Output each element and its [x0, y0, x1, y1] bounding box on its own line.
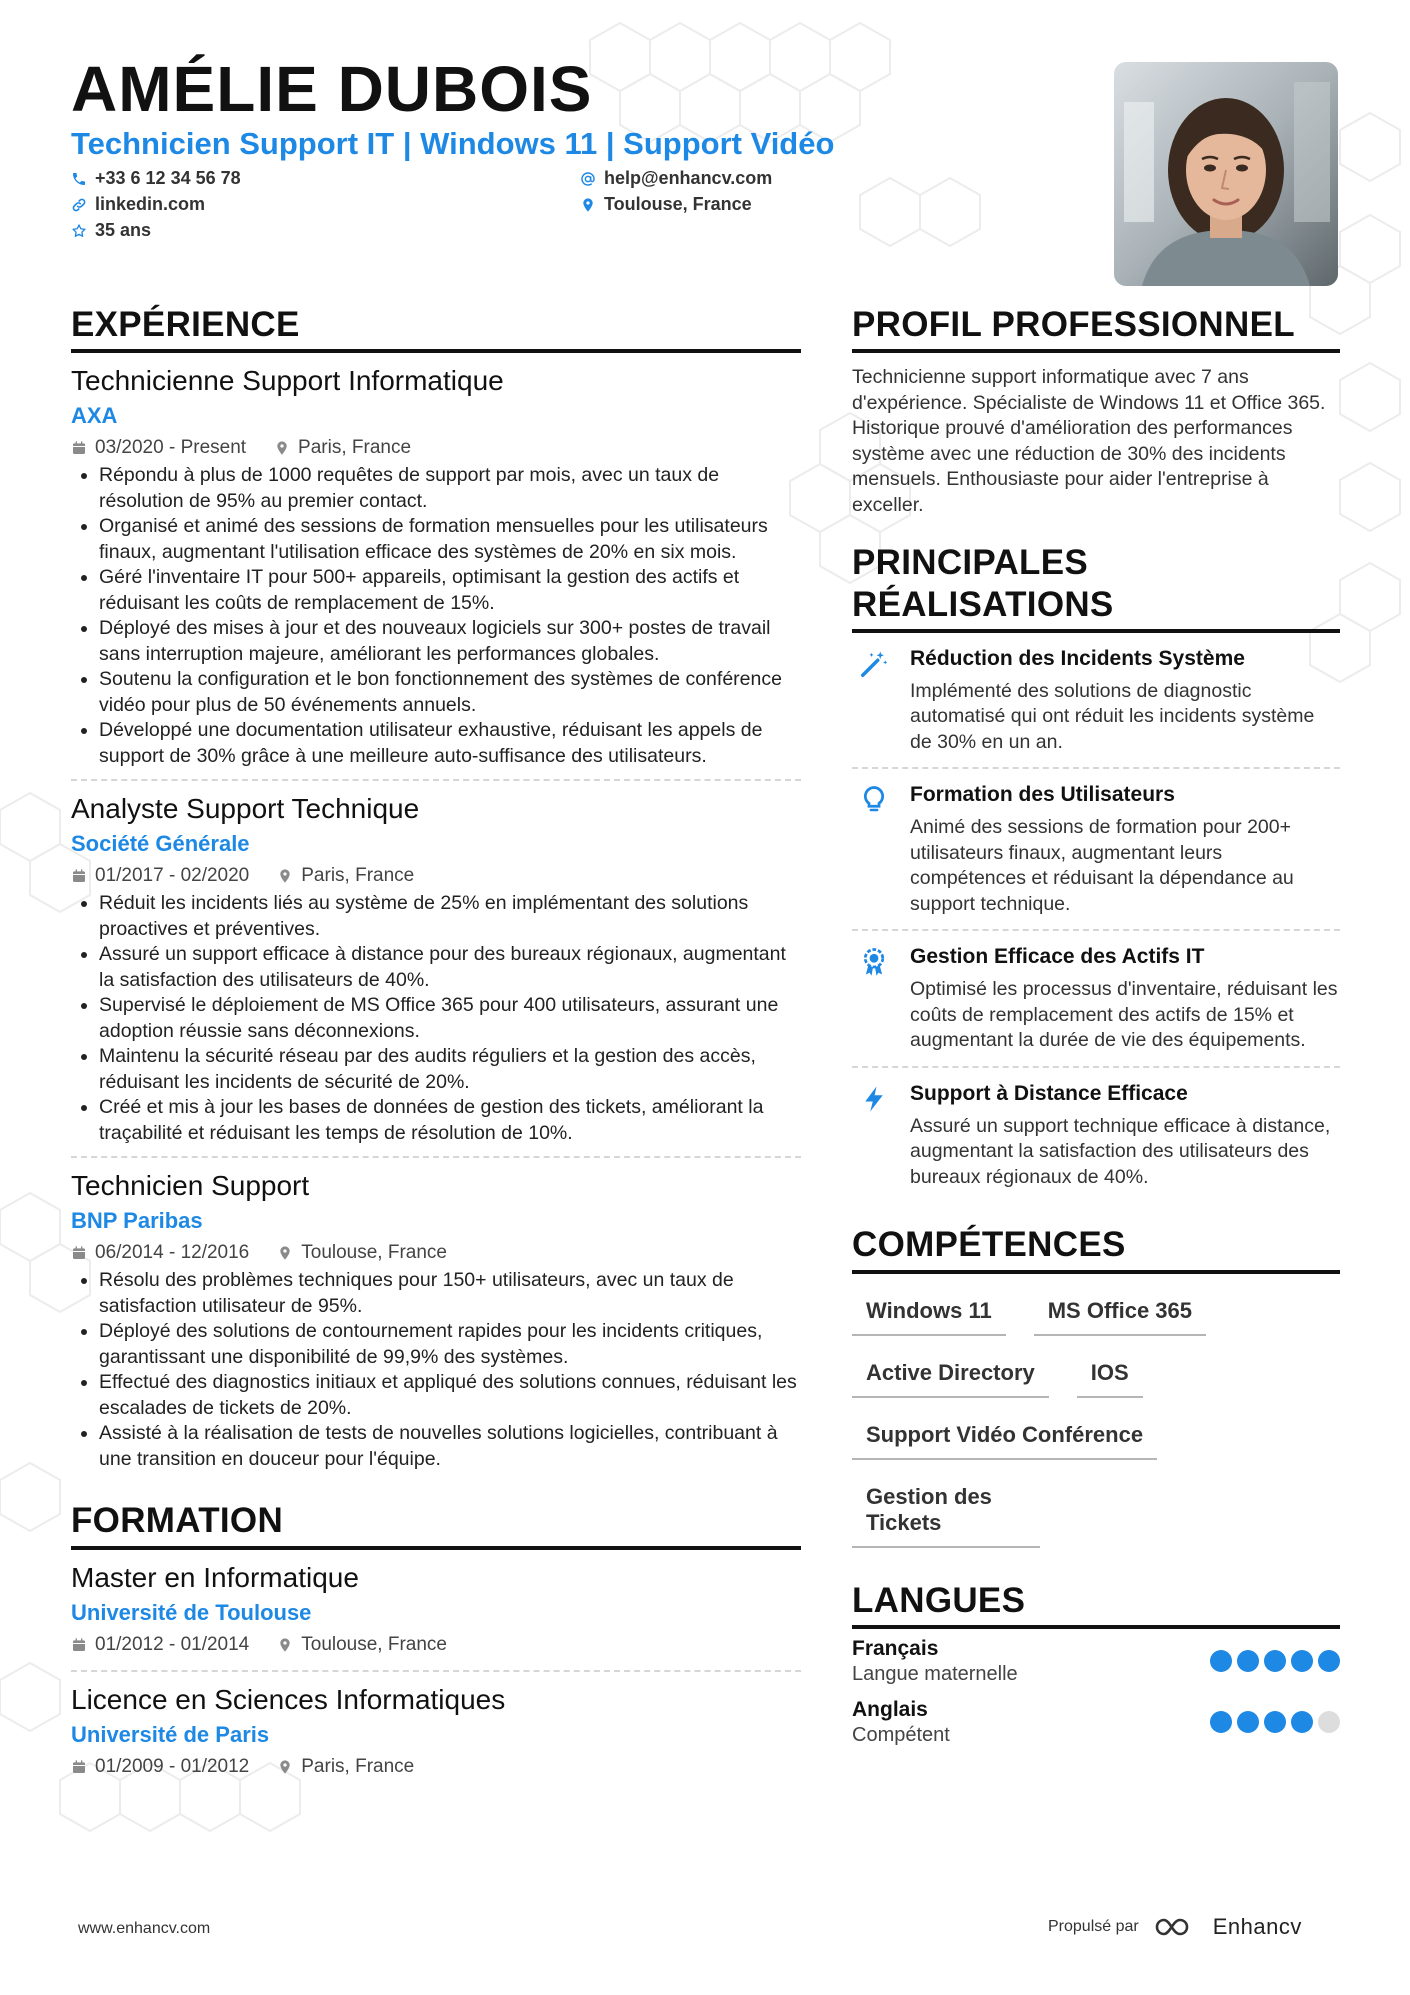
candidate-name: AMÉLIE DUBOIS [71, 53, 593, 125]
rating-dot-empty [1318, 1711, 1340, 1733]
experience-entry [71, 353, 801, 781]
bullet-item: • Assisté à la réalisation de tests de nouvelles solutions logicielles, contribuant à une transition en douceur pour l'équipe. [99, 1421, 801, 1472]
bullet-item: • Développé une documentation utilisateur exhaustive, réduisant les appels de support de 30% grâce à une meilleure auto-suffisance des utilisateurs. [99, 718, 801, 769]
location-pin-icon [580, 197, 596, 213]
bullet-item: • Effectué des diagnostics initiaux et appliqué des solutions connues, réduisant les escalades de tickets de 20%. [99, 1370, 801, 1421]
skill-tag: Support Vidéo Conférence [852, 1408, 1157, 1460]
skill-tag: IOS [1077, 1346, 1143, 1398]
lightbulb-icon [859, 785, 889, 815]
bullet-item: • Supervisé le déploiement de MS Office 365 pour 400 utilisateurs, assurant une adoption réussie sans déconnexions. [99, 993, 801, 1044]
rating-dot-filled [1210, 1711, 1232, 1733]
experience-entry [71, 781, 801, 1158]
rating-dot-filled [1237, 1711, 1259, 1733]
bullet-item: • Assuré un support efficace à distance pour des bureaux régionaux, augmentant la satisfaction des utilisateurs de 40%. [99, 942, 801, 993]
at-icon [580, 171, 596, 187]
achievement-item [852, 931, 1340, 1068]
achievement-item [852, 1068, 1340, 1203]
magic-wand-icon [859, 649, 889, 679]
job-meta [71, 437, 801, 459]
job-bullets [71, 891, 801, 1146]
job-bullets [71, 1268, 801, 1472]
rating-dot-filled [1318, 1650, 1340, 1672]
powered-by-text: Propulsé par [1048, 1918, 1139, 1935]
star-icon [71, 223, 87, 239]
left-column [71, 304, 801, 1792]
education-dates: 01/2009 - 01/2012 [95, 1755, 250, 1777]
bullet-item: • Géré l'inventaire IT pour 500+ appareils, optimisant la gestion des actifs et réduisant les coûts de remplacement de 15%. [99, 565, 801, 616]
contact-linkedin[interactable] [71, 194, 205, 215]
linkedin-text: linkedin.com [95, 194, 206, 214]
contact-location [580, 194, 752, 215]
language-row [852, 1690, 1340, 1751]
degree-title: Master en Informatique [71, 1561, 359, 1593]
education-location: Paris, France [301, 1755, 415, 1777]
enhancv-logo-icon [1153, 1915, 1199, 1939]
company-name[interactable]: BNP Paribas [71, 1208, 203, 1234]
footer-branding [1048, 1914, 1302, 1940]
skill-tag: Active Directory [852, 1346, 1049, 1398]
link-icon [71, 197, 87, 213]
bullet-item: • Déployé des solutions de contournement rapides pour les incidents critiques, garantissant une disponibilité de 99,9% des systèmes. [99, 1319, 801, 1370]
rating-dot-filled [1291, 1711, 1313, 1733]
job-meta [71, 1242, 801, 1264]
achievement-title: Réduction des Incidents Système [910, 646, 1245, 670]
education-heading: FORMATION [71, 1500, 801, 1549]
school-name[interactable]: Université de Toulouse [71, 1599, 312, 1625]
job-title: Technicien Support [71, 1170, 310, 1202]
bullet-item: • Déployé des mises à jour et des nouveaux logiciels sur 300+ postes de travail sans interruption majeure, améliorant les performances globales. [99, 616, 801, 667]
skill-tag: Windows 11 [852, 1284, 1006, 1336]
right-column [852, 304, 1340, 1751]
job-location: Paris, France [298, 437, 412, 459]
company-name[interactable]: AXA [71, 403, 118, 429]
calendar-icon [71, 1637, 87, 1653]
email-text: help@enhancv.com [604, 168, 773, 188]
education-entry [71, 1550, 801, 1672]
calendar-icon [71, 1245, 87, 1261]
job-title: Technicienne Support Informatique [71, 365, 504, 397]
job-bullets [71, 463, 801, 769]
achievement-title: Formation des Utilisateurs [910, 783, 1175, 807]
language-rating [1210, 1650, 1340, 1672]
lightning-icon [859, 1084, 889, 1114]
bullet-item: • Répondu à plus de 1000 requêtes de support par mois, avec un taux de résolution de 95% au premier contact. [99, 463, 801, 514]
education-meta [71, 1756, 801, 1778]
calendar-icon [71, 868, 87, 884]
achievement-item [852, 769, 1340, 931]
language-name: Anglais [852, 1697, 928, 1721]
job-location: Toulouse, France [301, 1242, 447, 1264]
language-level: Langue maternelle [852, 1662, 1018, 1685]
profile-summary: Technicienne support informatique avec 7 ans d'expérience. Spécialiste de Windows 11 et Office 365. Historique prouvé d'amélioration des performances système avec une réduction de 30% des incidents mensuels. Enthousiaste pour aider l'entreprise à exceller. [852, 366, 1326, 516]
bullet-item: • Maintenu la sécurité réseau par des audits réguliers et la gestion des accès, réduisant les incidents de sécurité de 20%. [99, 1044, 801, 1095]
bullet-item: • Soutenu la configuration et le bon fonctionnement des systèmes de conférence vidéo pour plus de 50 événements annuels. [99, 667, 801, 718]
job-dates: 06/2014 - 12/2016 [95, 1242, 250, 1264]
location-pin-icon [277, 868, 293, 884]
rating-dot-filled [1210, 1650, 1232, 1672]
location-pin-icon [277, 1759, 293, 1775]
achievement-title: Gestion Efficace des Actifs IT [910, 945, 1205, 969]
language-row [852, 1629, 1340, 1690]
age-text: 35 ans [95, 220, 152, 240]
education-entry [71, 1672, 801, 1792]
calendar-icon [71, 1759, 87, 1775]
phone-icon [71, 171, 87, 187]
education-location: Toulouse, France [301, 1633, 447, 1655]
achievement-desc: Implémenté des solutions de diagnostic automatisé qui ont réduit les incidents système de 30% en un an. [910, 679, 1315, 753]
school-name[interactable]: Université de Paris [71, 1721, 270, 1747]
skill-tag: Gestion des Tickets [852, 1470, 1040, 1548]
profile-heading: PROFIL PROFESSIONNEL [852, 304, 1340, 353]
job-location: Paris, France [301, 865, 415, 887]
achievement-desc: Optimisé les processus d'inventaire, réduisant les coûts de remplacement des actifs de 15% et augmentant la durée de vie des équipements. [910, 978, 1338, 1052]
job-meta [71, 865, 801, 887]
contact-age [71, 220, 151, 241]
contact-phone[interactable] [71, 168, 241, 189]
bullet-item: • Organisé et animé des sessions de formation mensuelles pour les utilisateurs finaux, augmentant l'utilisation efficace des systèmes de 20% en six mois. [99, 514, 801, 565]
skills-heading: COMPÉTENCES [852, 1224, 1340, 1273]
degree-title: Licence en Sciences Informatiques [71, 1683, 506, 1715]
achievement-title: Support à Distance Efficace [910, 1081, 1188, 1105]
achievement-item [852, 633, 1340, 770]
education-meta [71, 1634, 801, 1656]
experience-heading: EXPÉRIENCE [71, 304, 801, 353]
job-title: Analyste Support Technique [71, 793, 420, 825]
job-dates: 01/2017 - 02/2020 [95, 865, 250, 887]
bullet-item: • Réduit les incidents liés au système de 25% en implémentant des solutions proactives et préventives. [99, 891, 801, 942]
location-pin-icon [274, 440, 290, 456]
language-rating [1210, 1711, 1340, 1733]
location-pin-icon [277, 1637, 293, 1653]
skill-tag: MS Office 365 [1034, 1284, 1206, 1336]
languages-heading: LANGUES [852, 1580, 1340, 1629]
rating-dot-filled [1291, 1650, 1313, 1672]
rating-dot-filled [1237, 1650, 1259, 1672]
education-dates: 01/2012 - 01/2014 [95, 1633, 250, 1655]
rating-dot-filled [1264, 1650, 1286, 1672]
contact-email[interactable] [580, 168, 772, 189]
location-pin-icon [277, 1245, 293, 1261]
achievements-heading: PRINCIPALES RÉALISATIONS [852, 542, 1340, 633]
calendar-icon [71, 440, 87, 456]
bullet-item: • Créé et mis à jour les bases de données de gestion des tickets, améliorant la traçabilité et réduisant les temps de résolution de 10%. [99, 1095, 801, 1146]
rating-dot-filled [1264, 1711, 1286, 1733]
skills-list [852, 1274, 1340, 1558]
footer-brand[interactable]: Enhancv [1212, 1914, 1302, 1939]
company-name[interactable]: Société Générale [71, 831, 250, 857]
phone-text: +33 6 12 34 56 78 [95, 168, 241, 188]
profile-photo [1114, 62, 1338, 286]
footer-website[interactable]: www.enhancv.com [78, 1920, 211, 1937]
bullet-item: • Résolu des problèmes techniques pour 150+ utilisateurs, avec un taux de satisfaction utilisateur de 95%. [99, 1268, 801, 1319]
candidate-tagline: Technicien Support IT | Windows 11 | Support Vidéo [71, 126, 835, 161]
achievement-desc: Animé des sessions de formation pour 200+ utilisateurs finaux, augmentant leurs compétences et réduisant la dépendance au support technique. [910, 816, 1294, 915]
language-name: Français [852, 1636, 939, 1660]
job-dates: 03/2020 - Present [95, 437, 247, 459]
location-text: Toulouse, France [604, 194, 752, 214]
achievement-desc: Assuré un support technique efficace à distance, augmentant la satisfaction des utilisateurs des bureaux régionaux de 40%. [910, 1114, 1331, 1188]
language-level: Compétent [852, 1723, 950, 1746]
award-icon [859, 947, 889, 977]
experience-entry [71, 1158, 801, 1482]
